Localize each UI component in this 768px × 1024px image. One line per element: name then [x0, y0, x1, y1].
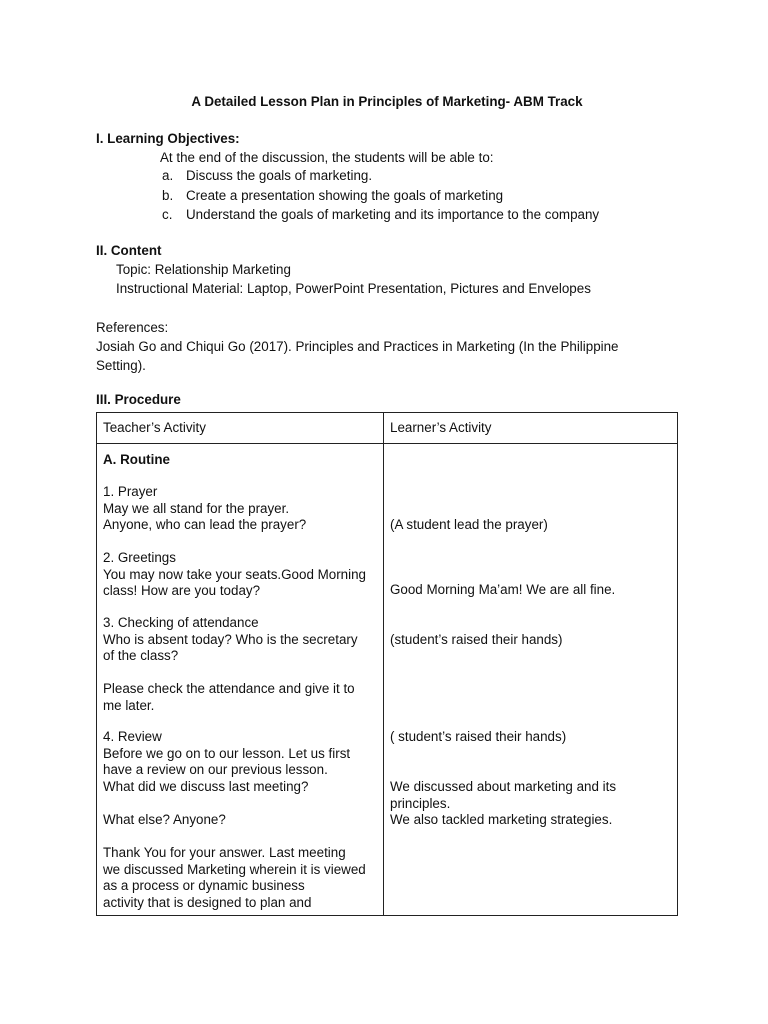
- learner-review: ( student’s raised their hands): [390, 729, 567, 744]
- text-line: May we all stand for the prayer.: [103, 500, 290, 516]
- text-line: 1. Prayer: [103, 484, 158, 499]
- list-marker: a.: [162, 168, 174, 183]
- teacher-prayer: [103, 484, 377, 534]
- text-line: Before we go on to our lesson. Let us first: [103, 745, 351, 761]
- teacher-attendance-instruction: [103, 681, 377, 714]
- table-row: [97, 444, 678, 916]
- text-line: we discussed Marketing wherein it is viewed: [103, 861, 366, 877]
- objectives-list: [162, 168, 599, 227]
- text-line: Thank You for your answer. Last meeting: [103, 845, 346, 860]
- list-text: Understand the goals of marketing and its importance to the company: [186, 207, 600, 222]
- text-line: Anyone, who can lead the prayer?: [103, 517, 307, 532]
- table-header-row: [97, 413, 678, 444]
- learner-attendance: (student’s raised their hands): [390, 632, 563, 647]
- teacher-activity-cell: [97, 444, 384, 916]
- list-item: [162, 207, 599, 227]
- text-line: What did we discuss last meeting?: [103, 778, 309, 794]
- list-marker: c.: [162, 207, 173, 222]
- learner-strategies: We also tackled marketing strategies.: [390, 812, 613, 827]
- objectives-intro: At the end of the discussion, the students will be able to:: [160, 150, 494, 165]
- content-heading: II. Content: [96, 243, 162, 258]
- document-title: A Detailed Lesson Plan in Principles of Marketing- ABM Track: [191, 94, 583, 109]
- text-line: Please check the attendance and give it to: [103, 681, 355, 696]
- learner-prayer: (A student lead the prayer): [390, 517, 548, 532]
- references-label: References:: [96, 320, 169, 335]
- teacher-what-else: What else? Anyone?: [103, 812, 226, 827]
- list-item: [162, 168, 599, 188]
- routine-heading: A. Routine: [103, 452, 170, 467]
- learner-discussed: [390, 779, 671, 812]
- text-line: of the class?: [103, 648, 179, 663]
- text-line: We discussed about marketing and its: [390, 779, 617, 794]
- column-header-learner: Learner’s Activity: [384, 413, 678, 444]
- procedure-table: [96, 412, 678, 916]
- text-line: class! How are you today?: [103, 583, 261, 598]
- text-line: 4. Review: [103, 729, 162, 744]
- list-marker: b.: [162, 187, 174, 203]
- list-text: Discuss the goals of marketing.: [186, 168, 373, 183]
- text-line: You may now take your seats.Good Morning: [103, 566, 366, 582]
- teacher-thanks: [103, 845, 377, 911]
- text-line: 2. Greetings: [103, 550, 176, 565]
- text-line: principles.: [390, 795, 451, 811]
- text-line: have a review on our previous lesson.: [103, 762, 328, 777]
- column-header-teacher: Teacher’s Activity: [97, 413, 384, 444]
- content-topic: Topic: Relationship Marketing: [116, 262, 291, 277]
- teacher-greetings: [103, 550, 377, 600]
- learner-activity-cell: [384, 444, 678, 916]
- text-line: Who is absent today? Who is the secretary: [103, 631, 358, 647]
- text-line: 3. Checking of attendance: [103, 615, 259, 630]
- references-block: [96, 318, 656, 375]
- learner-greetings: Good Morning Ma’am! We are all fine.: [390, 582, 616, 597]
- text-line: as a process or dynamic business: [103, 878, 305, 893]
- list-item: [162, 188, 599, 208]
- procedure-heading: III. Procedure: [96, 392, 181, 407]
- list-text: Create a presentation showing the goals of marketing: [186, 187, 504, 203]
- objectives-heading: I. Learning Objectives:: [96, 131, 240, 146]
- references-text: Josiah Go and Chiqui Go (2017). Principles and Practices in Marketing (In the Philippine Setting).: [96, 339, 619, 373]
- text-line: activity that is designed to plan and: [103, 894, 312, 910]
- text-line: me later.: [103, 697, 155, 713]
- content-material: Instructional Material: Laptop, PowerPoint Presentation, Pictures and Envelopes: [116, 281, 591, 296]
- teacher-review: [103, 729, 377, 795]
- teacher-attendance: [103, 615, 377, 665]
